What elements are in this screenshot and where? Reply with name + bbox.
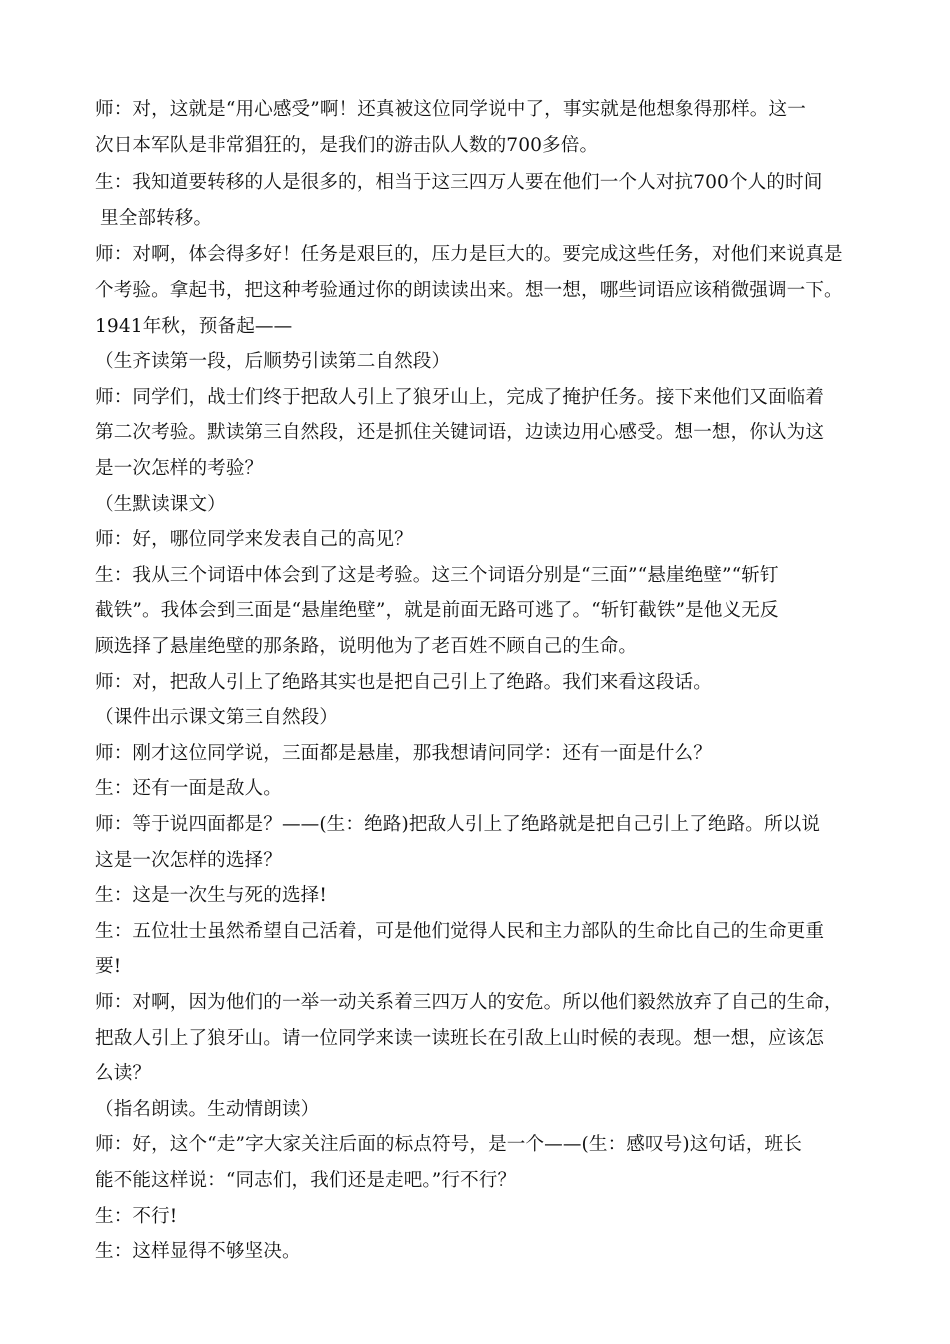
text-line: 生：这是一次生与死的选择! — [95, 885, 327, 906]
text-line: 师：对，这就是“用心感受”啊！还真被这位同学说中了，事实就是他想象得那样。这一 — [95, 99, 806, 120]
text-line: 个考验。拿起书，把这种考验通过你的朗读读出来。想一想，哪些词语应该稍微强调一下。 — [95, 280, 843, 301]
text-line: 师：对啊，因为他们的一举一动关系着三四万人的安危。所以他们毅然放弃了自己的生命， — [95, 992, 843, 1013]
text-line: 生：不行! — [95, 1206, 178, 1227]
text-line: 生：这样显得不够坚决。 — [95, 1241, 301, 1262]
text-line: 1941年秋，预备起—— — [95, 316, 293, 337]
text-line: 截铁”。我体会到三面是“悬崖绝壁”，就是前面无路可逃了。“斩钉截铁”是他义无反 — [95, 600, 779, 621]
text-line: 要! — [95, 956, 122, 977]
text-line: 顾选择了悬崖绝壁的那条路，说明他为了老百姓不顾自己的生命。 — [95, 636, 638, 657]
text-line: 这是一次怎样的选择？ — [95, 850, 282, 871]
text-line: （指名朗读。生动情朗读） — [95, 1099, 320, 1120]
text-line: （生默读课文） — [95, 494, 226, 515]
text-line: 把敌人引上了狼牙山。请一位同学来读一读班长在引敌上山时候的表现。想一想，应该怎 — [95, 1028, 825, 1049]
text-line: 是一次怎样的考验？ — [95, 458, 264, 479]
text-line: 么读？ — [95, 1063, 152, 1084]
text-line: 师：同学们，战士们终于把敌人引上了狼牙山上，完成了掩护任务。接下来他们又面临着 — [95, 387, 825, 408]
text-line: （课件出示课文第三自然段） — [95, 707, 339, 728]
text-line: 生：我从三个词语中体会到了这是考验。这三个词语分别是“三面”“悬崖绝壁”“斩钉 — [95, 565, 779, 586]
text-line: 师：好，这个“走”字大家关注后面的标点符号，是一个——(生：感叹号)这句话，班长 — [95, 1134, 802, 1155]
text-line: 师：对啊，体会得多好！任务是艰巨的，压力是巨大的。要完成这些任务，对他们来说真是 — [95, 244, 843, 265]
text-line: 师：好，哪位同学来发表自己的高见？ — [95, 529, 413, 550]
text-line: 生：五位壮士虽然希望自己活着，可是他们觉得人民和主力部队的生命比自己的生命更重 — [95, 921, 825, 942]
text-line: 能不能这样说：“同志们，我们还是走吧。”行不行？ — [95, 1170, 517, 1191]
text-line: 师：刚才这位同学说，三面都是悬崖，那我想请问同学：还有一面是什么？ — [95, 743, 712, 764]
text-line: 第二次考验。默读第三自然段，还是抓住关键词语，边读边用心感受。想一想，你认为这 — [95, 422, 825, 443]
text-line: 师：对，把敌人引上了绝路其实也是把自己引上了绝路。我们来看这段话。 — [95, 672, 712, 693]
text-line: 次日本军队是非常猖狂的，是我们的游击队人数的700多倍。 — [95, 135, 599, 156]
text-line: 师：等于说四面都是？——(生：绝路)把敌人引上了绝路就是把自己引上了绝路。所以说 — [95, 814, 821, 835]
text-line: 里全部转移。 — [100, 208, 213, 229]
text-line: （生齐读第一段，后顺势引读第二自然段） — [95, 351, 451, 372]
text-line: 生：还有一面是敌人。 — [95, 778, 282, 799]
text-line: 生：我知道要转移的人是很多的，相当于这三四万人要在他们一个人对抗700个人的时间 — [95, 172, 823, 193]
